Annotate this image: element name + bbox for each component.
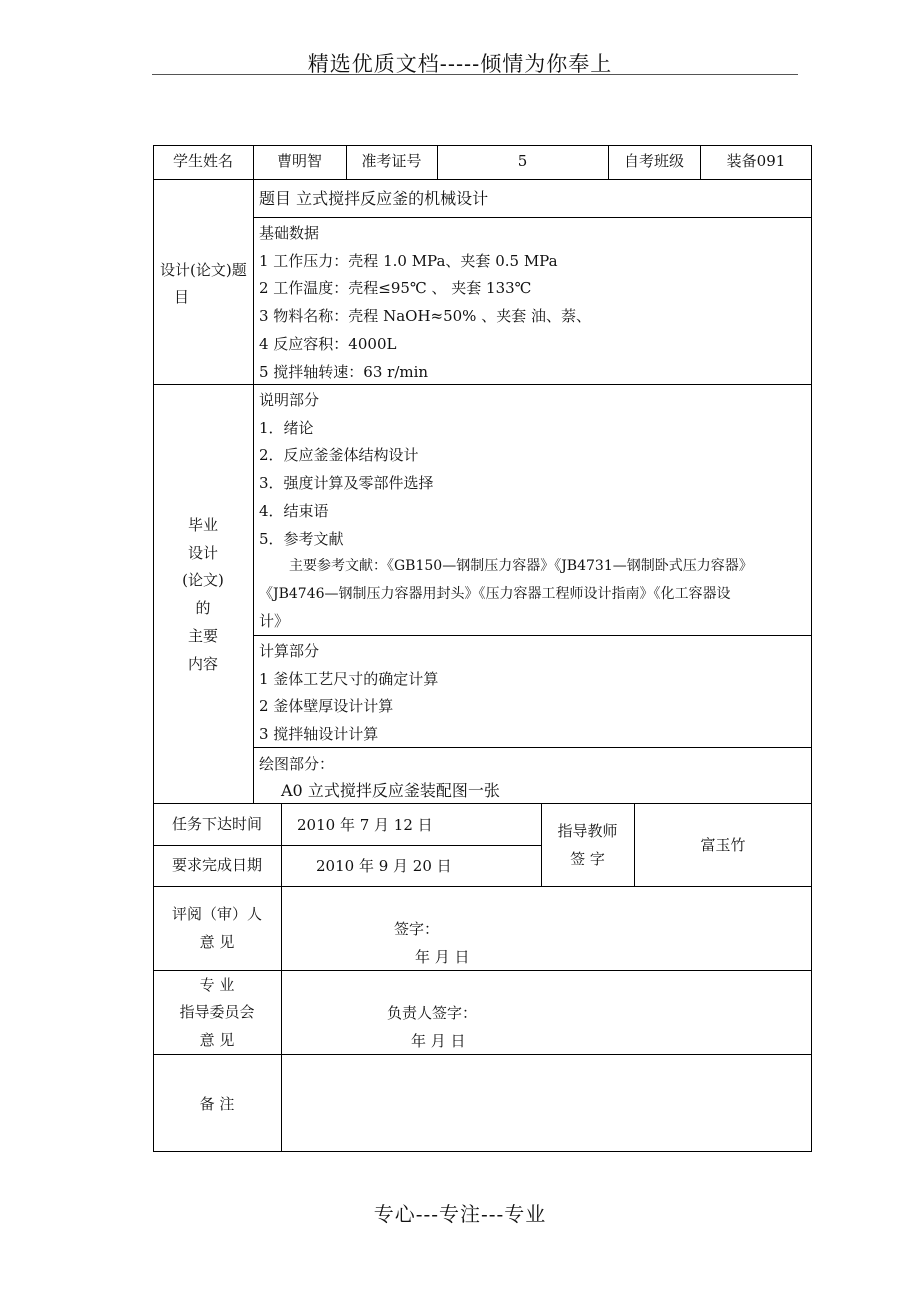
remarks-label: 备 注: [199, 1095, 235, 1113]
references-line: 计》: [259, 612, 290, 630]
due-date-value: 2010 年 9 月 20 日: [316, 857, 452, 875]
student-name-value: 曹明智: [276, 152, 322, 170]
supervisor-label-line1: 指导教师: [557, 822, 618, 840]
rule-committee-bottom: [153, 1054, 812, 1055]
calc-heading: 计算部分: [259, 642, 320, 660]
supervisor-label-line2: 签 字: [570, 850, 605, 868]
explanation-item: 3．强度计算及零部件选择: [259, 474, 434, 492]
basic-data-heading: 基础数据: [259, 224, 320, 242]
topic-label-line2: 目: [174, 288, 190, 306]
review-label-line1: 评阅（审）人: [171, 905, 262, 923]
drawing-item: A0 立式搅拌反应釜装配图一张: [281, 781, 500, 800]
review-signature-label: 签字：: [394, 920, 440, 938]
explanation-item: 4．结束语: [259, 502, 329, 520]
review-date-label: 年 月 日: [415, 948, 470, 966]
content-label-line: 设计: [187, 544, 218, 562]
rule-content-bottom: [153, 803, 812, 804]
committee-label-line1: 专 业: [199, 976, 235, 994]
student-name-label: 学生姓名: [172, 152, 233, 170]
basic-data-item: 5 搅拌轴转速：63 r/min: [259, 363, 429, 381]
rule-review-bottom: [153, 970, 812, 971]
explanation-heading: 说明部分: [259, 391, 320, 409]
calc-item: 1 釜体工艺尺寸的确定计算: [259, 670, 439, 688]
topic-title: 题目 立式搅拌反应釜的机械设计: [259, 189, 489, 208]
basic-data-item: 3 物料名称：壳程 NaOH≈50% 、夹套 油、萘、: [259, 307, 591, 325]
committee-signature-label: 负责人签字：: [387, 1004, 478, 1022]
content-label-line: 主要: [187, 627, 218, 645]
rule-schedule-bottom: [153, 886, 812, 887]
explanation-item: 5．参考文献: [259, 530, 344, 548]
rule-v-name-label: [253, 145, 254, 803]
committee-label-line3: 意 见: [199, 1031, 235, 1049]
explanation-item: 2．反应釜釜体结构设计: [259, 446, 419, 464]
rule-row1-bottom: [153, 179, 812, 180]
basic-data-item: 1 工作压力：壳程 1.0 MPa、夹套 0.5 MPa: [259, 252, 558, 270]
content-label-line: 毕业: [187, 516, 218, 534]
references-line: 《JB4746—钢制压力容器用封头》《压力容器工程师设计指南》《化工容器设: [259, 586, 731, 602]
basic-data-item: 4 反应容积：4000L: [259, 335, 397, 353]
header-divider: [152, 74, 798, 75]
exam-number-value: 5: [517, 152, 528, 170]
class-value: 装备091: [726, 152, 786, 170]
content-label-line: 内容: [187, 655, 218, 673]
rule-explanation-bottom: [253, 635, 812, 636]
content-label-line: (论文): [182, 571, 224, 589]
references-line: 主要参考文献：《GB150—钢制压力容器》《JB4731—钢制卧式压力容器》: [289, 558, 753, 574]
basic-data-item: 2 工作温度：壳程≤95℃ 、 夹套 133℃: [259, 279, 532, 297]
rule-topic-bottom: [153, 384, 812, 385]
rule-calc-bottom: [253, 747, 812, 748]
due-date-label: 要求完成日期: [171, 856, 262, 874]
issue-date-label: 任务下达时间: [171, 815, 262, 833]
committee-label-line2: 指导委员会: [179, 1003, 255, 1021]
supervisor-signature: 富玉竹: [700, 836, 746, 854]
rule-issue-bottom: [153, 845, 541, 846]
class-label: 自考班级: [623, 152, 684, 170]
content-label-line: 的: [195, 599, 211, 617]
topic-label-line1: 设计(论文)题: [160, 261, 247, 279]
rule-v-schedule-label: [281, 803, 282, 1152]
issue-date-value: 2010 年 7 月 12 日: [297, 816, 433, 834]
page-footer: 专心---专注---专业: [373, 1202, 547, 1226]
drawing-heading: 绘图部分：: [259, 755, 335, 773]
page-header: 精选优质文档-----倾情为你奉上: [307, 52, 613, 76]
review-label-line2: 意 见: [199, 933, 235, 951]
calc-item: 2 釜体壁厚设计计算: [259, 697, 394, 715]
rule-title-bottom: [253, 217, 812, 218]
exam-number-label: 准考证号: [361, 152, 422, 170]
committee-date-label: 年 月 日: [411, 1032, 466, 1050]
calc-item: 3 搅拌轴设计计算: [259, 725, 379, 743]
explanation-item: 1．绪论: [259, 419, 314, 437]
